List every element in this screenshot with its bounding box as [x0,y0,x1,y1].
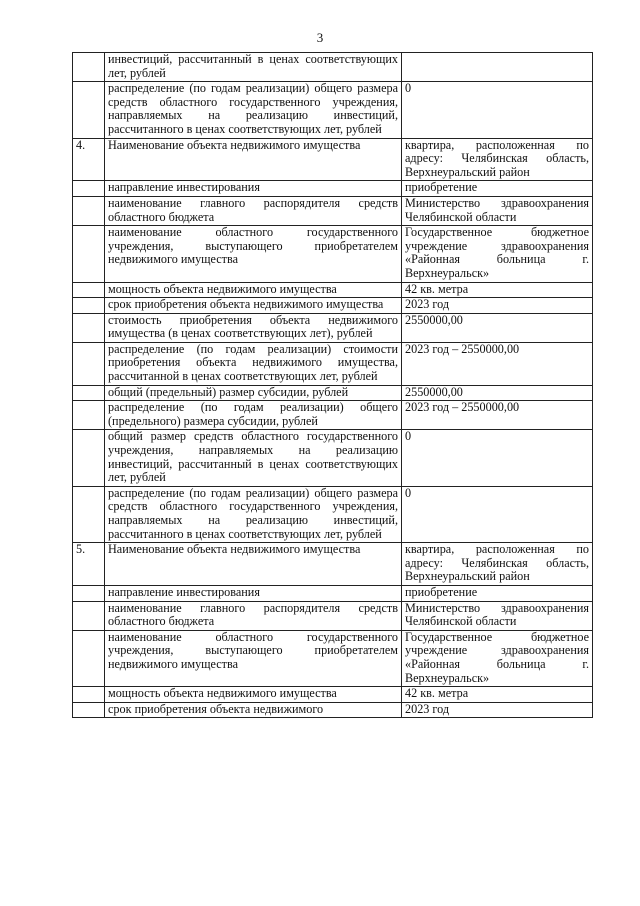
row-number-cell [73,601,105,630]
table-row [73,138,593,181]
field-label-cell: направление инвестирования [105,181,402,197]
row-number-cell [73,702,105,718]
field-value-cell: 42 кв. метра [402,687,593,703]
field-value-cell: Министерство здравоохранения Челябинской области [402,601,593,630]
field-value-cell: 2550000,00 [402,385,593,401]
table-row [73,601,593,630]
field-value-cell: 2023 год – 2550000,00 [402,342,593,385]
row-number-cell [73,342,105,385]
row-number-cell [73,282,105,298]
field-label-cell: наименование главного распорядителя средств областного бюджета [105,601,402,630]
table-row [73,702,593,718]
table-row [73,543,593,586]
row-number-cell [73,313,105,342]
row-number-cell [73,181,105,197]
field-label-cell: наименование областного государственного учреждения, выступающего приобретателем недвижимого имущества [105,630,402,686]
field-value-cell: квартира, расположенная по адресу: Челябинская область, Верхнеуральский район [402,543,593,586]
field-value-cell: 2550000,00 [402,313,593,342]
field-label-cell: распределение (по годам реализации) общего (предельного) размера субсидии, рублей [105,401,402,430]
field-value-cell: Государственное бюджетное учреждение здравоохранения «Районная больница г. Верхнеуральск» [402,226,593,282]
field-value-cell: приобретение [402,585,593,601]
table-row [73,181,593,197]
field-value-cell: квартира, расположенная по адресу: Челябинская область, Верхнеуральский район [402,138,593,181]
page-number: 3 [316,30,324,45]
row-number-cell [73,385,105,401]
field-label-cell: стоимость приобретения объекта недвижимого имущества (в ценах соответствующих лет), рублей [105,313,402,342]
field-value-cell [402,53,593,82]
field-value-cell: Министерство здравоохранения Челябинской области [402,196,593,225]
table-row [73,585,593,601]
field-label-cell: общий размер средств областного государственного учреждения, направляемых на реализацию инвестиций, рассчитанный в ценах соответствующих лет, рублей [105,430,402,486]
row-number-cell: 5. [73,543,105,586]
table-row [73,226,593,282]
row-number-cell [73,430,105,486]
field-label-cell: распределение (по годам реализации) стоимости приобретения объекта недвижимого имущества, рассчитанной в ценах соответствующих лет, рублей [105,342,402,385]
field-value-cell: Государственное бюджетное учреждение здравоохранения «Районная больница г. Верхнеуральск» [402,630,593,686]
field-value-cell: 42 кв. метра [402,282,593,298]
row-number-cell [73,298,105,314]
investment-objects-table [72,52,593,718]
field-label-cell: мощность объекта недвижимого имущества [105,687,402,703]
row-number-cell [73,687,105,703]
row-number-cell [73,82,105,138]
field-label-cell: распределение (по годам реализации) общего размера средств областного государственного учреждения, направляемых на реализацию инвестиций, рассчитанного в ценах соответствующих лет, рублей [105,82,402,138]
field-label-cell: срок приобретения объекта недвижимого [105,702,402,718]
field-value-cell: 2023 год [402,298,593,314]
field-label-cell: Наименование объекта недвижимого имущества [105,543,402,586]
field-label-cell: наименование областного государственного учреждения, выступающего приобретателем недвижимого имущества [105,226,402,282]
table-row [73,53,593,82]
row-number-cell: 4. [73,138,105,181]
field-value-cell: 0 [402,486,593,542]
table-row [73,282,593,298]
table-row [73,298,593,314]
row-number-cell [73,630,105,686]
row-number-cell [73,196,105,225]
field-value-cell: 2023 год [402,702,593,718]
field-label-cell: срок приобретения объекта недвижимого имущества [105,298,402,314]
field-value-cell: 0 [402,82,593,138]
field-label-cell: мощность объекта недвижимого имущества [105,282,402,298]
row-number-cell [73,226,105,282]
field-value-cell: 2023 год – 2550000,00 [402,401,593,430]
table-row [73,196,593,225]
table-row [73,385,593,401]
table-row [73,342,593,385]
field-label-cell: направление инвестирования [105,585,402,601]
field-label-cell: наименование главного распорядителя средств областного бюджета [105,196,402,225]
row-number-cell [73,53,105,82]
row-number-cell [73,585,105,601]
table-row [73,486,593,542]
table-row [73,430,593,486]
row-number-cell [73,486,105,542]
table-row [73,82,593,138]
table-row [73,687,593,703]
field-value-cell: 0 [402,430,593,486]
field-label-cell: Наименование объекта недвижимого имущества [105,138,402,181]
field-label-cell: общий (предельный) размер субсидии, рублей [105,385,402,401]
field-label-cell: распределение (по годам реализации) общего размера средств областного государственного учреждения, направляемых на реализацию инвестиций, рассчитанного в ценах соответствующих лет, рублей [105,486,402,542]
table-row [73,401,593,430]
table-row [73,313,593,342]
table-row [73,630,593,686]
field-label-cell: инвестиций, рассчитанный в ценах соответствующих лет, рублей [105,53,402,82]
table-body [73,53,593,718]
field-value-cell: приобретение [402,181,593,197]
row-number-cell [73,401,105,430]
